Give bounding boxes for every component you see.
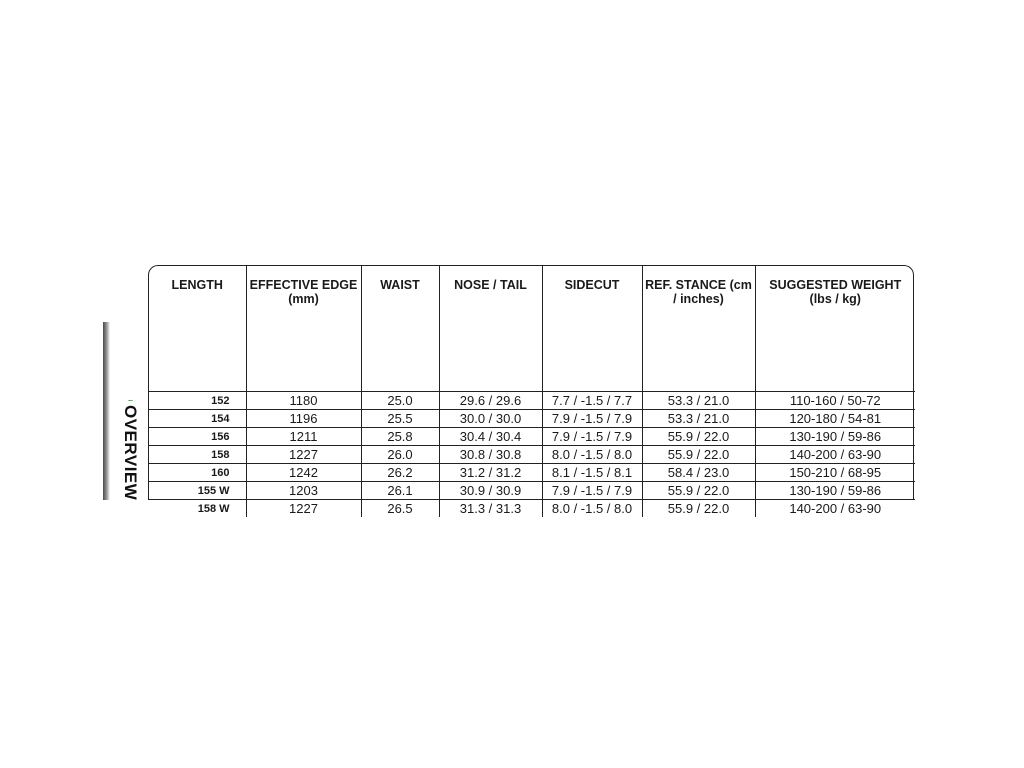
cell-length: 158 W [149,500,246,518]
table-header-row [149,266,915,392]
table-row [149,464,915,482]
cell-sidecut: 8.0 / -1.5 / 8.0 [542,446,642,464]
cell-waist: 26.5 [361,500,439,518]
cell-sidecut: 8.1 / -1.5 / 8.1 [542,464,642,482]
cell-sidecut: 7.7 / -1.5 / 7.7 [542,392,642,410]
column-header-effective-edge: EFFECTIVE EDGE (mm) [246,266,361,392]
cell-suggested-weight: 120-180 / 54-81 [755,410,915,428]
cell-sidecut: 7.9 / -1.5 / 7.9 [542,410,642,428]
cell-suggested-weight: 110-160 / 50-72 [755,392,915,410]
column-header-waist: WAIST [361,266,439,392]
cell-length: 154 [149,410,246,428]
bullet-dot-icon [128,400,133,401]
table-row [149,428,915,446]
overview-label-text: OVERVIEW [121,404,140,500]
cell-nose-tail: 29.6 / 29.6 [439,392,542,410]
cell-effective-edge: 1203 [246,482,361,500]
cell-suggested-weight: 130-190 / 59-86 [755,428,915,446]
cell-effective-edge: 1211 [246,428,361,446]
cell-length: 160 [149,464,246,482]
cell-length: 156 [149,428,246,446]
cell-suggested-weight: 150-210 / 68-95 [755,464,915,482]
cell-ref-stance: 55.9 / 22.0 [642,428,755,446]
table-row [149,482,915,500]
cell-ref-stance: 53.3 / 21.0 [642,410,755,428]
cell-effective-edge: 1242 [246,464,361,482]
cell-suggested-weight: 130-190 / 59-86 [755,482,915,500]
cell-effective-edge: 1180 [246,392,361,410]
cell-sidecut: 7.9 / -1.5 / 7.9 [542,428,642,446]
cell-waist: 26.2 [361,464,439,482]
cell-waist: 25.0 [361,392,439,410]
side-tab-bar [103,322,110,500]
column-header-sidecut: SIDECUT [542,266,642,392]
cell-sidecut: 8.0 / -1.5 / 8.0 [542,500,642,518]
spec-table-container [148,265,914,516]
cell-nose-tail: 31.2 / 31.2 [439,464,542,482]
cell-sidecut: 7.9 / -1.5 / 7.9 [542,482,642,500]
table-row [149,410,915,428]
column-header-suggested-weight: SUGGESTED WEIGHT (lbs / kg) [755,266,915,392]
table-row [149,446,915,464]
column-header-nose-tail: NOSE / TAIL [439,266,542,392]
cell-length: 152 [149,392,246,410]
cell-waist: 26.1 [361,482,439,500]
cell-effective-edge: 1196 [246,410,361,428]
table-row [149,500,915,518]
cell-ref-stance: 55.9 / 22.0 [642,446,755,464]
overview-label [120,400,140,500]
cell-suggested-weight: 140-200 / 63-90 [755,446,915,464]
cell-length: 155 W [149,482,246,500]
table-row [149,392,915,410]
cell-nose-tail: 30.0 / 30.0 [439,410,542,428]
table-body [149,392,915,518]
column-header-ref-stance: REF. STANCE (cm / inches) [642,266,755,392]
cell-nose-tail: 30.9 / 30.9 [439,482,542,500]
cell-nose-tail: 30.4 / 30.4 [439,428,542,446]
cell-length: 158 [149,446,246,464]
cell-ref-stance: 53.3 / 21.0 [642,392,755,410]
cell-waist: 25.8 [361,428,439,446]
column-header-length: LENGTH [149,266,246,392]
cell-nose-tail: 30.8 / 30.8 [439,446,542,464]
cell-effective-edge: 1227 [246,500,361,518]
cell-suggested-weight: 140-200 / 63-90 [789,500,882,516]
cell-ref-stance: 55.9 / 22.0 [642,500,755,518]
cell-ref-stance: 55.9 / 22.0 [642,482,755,500]
cell-waist: 25.5 [361,410,439,428]
spec-table [149,266,915,517]
cell-ref-stance: 58.4 / 23.0 [642,464,755,482]
cell-nose-tail: 31.3 / 31.3 [439,500,542,518]
cell-waist: 26.0 [361,446,439,464]
cell-effective-edge: 1227 [246,446,361,464]
